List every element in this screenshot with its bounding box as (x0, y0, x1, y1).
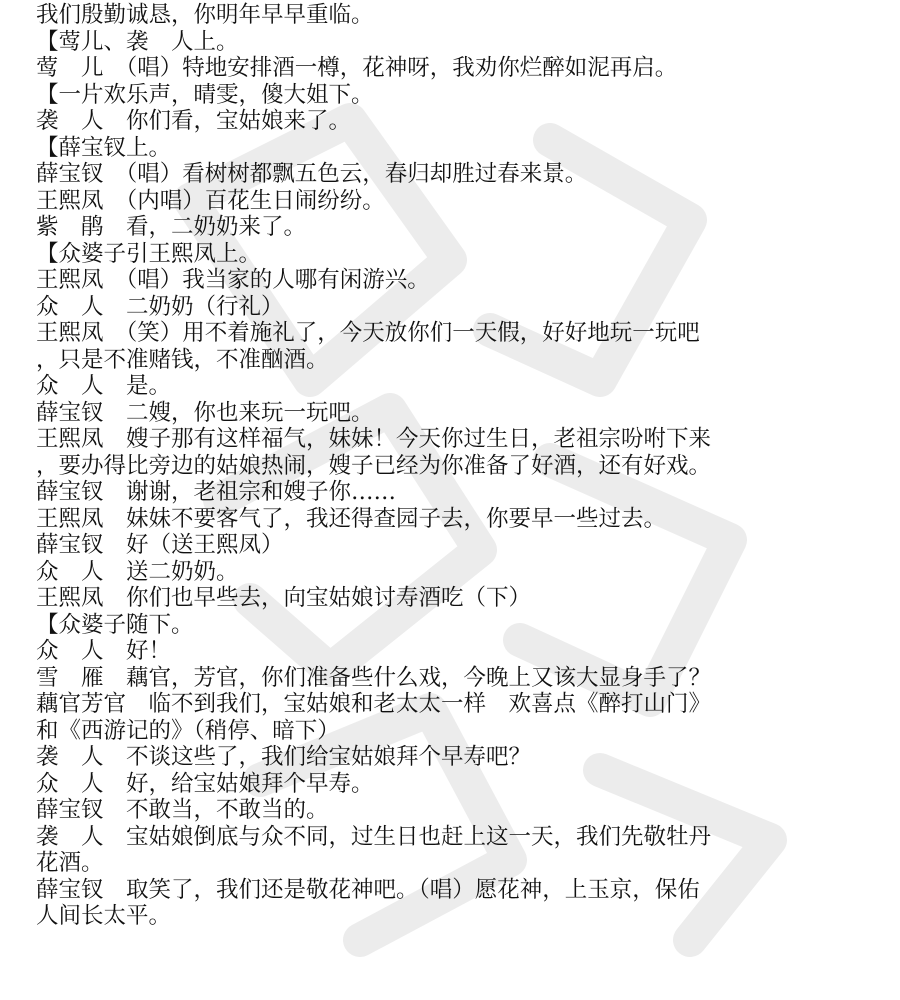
script-line: 藕官芳官 临不到我们，宝姑娘和老太太一样 欢喜点《醉打山门》 (36, 691, 712, 717)
script-line: 众 人 二奶奶（行礼） (36, 293, 284, 320)
script-line: 王熙凤 妹妹不要客气了，我还得查园子去，你要早一些过去。 (36, 505, 667, 532)
script-line: 众 人 是。 (36, 373, 172, 399)
script-line: 王熙凤 嫂子那有这样福气，妹妹！今天你过生日，老祖宗吩咐下来 (36, 426, 712, 452)
script-line: 王熙凤 你们也早些去，向宝姑娘讨寿酒吃（下） (36, 585, 532, 611)
script-line: 【薛宝钗上。 (36, 134, 172, 161)
script-line: 袭 人 宝姑娘倒底与众不同，过生日也赶上这一天，我们先敬牡丹 (36, 823, 712, 850)
script-line: 【一片欢乐声，晴雯，傻大姐下。 (36, 81, 374, 108)
script-line: 薛宝钗 好（送王熙凤） (36, 532, 284, 558)
script-line: 众 人 好，给宝姑娘拜个早寿。 (36, 770, 374, 797)
script-line: 紫 鹃 看，二奶奶来了。 (36, 214, 307, 240)
script-line: 花酒。 (36, 850, 104, 876)
script-line: 薛宝钗 二嫂，你也来玩一玩吧。 (36, 399, 374, 426)
script-line: 薛宝钗 （唱）看树树都飘五色云，春归却胜过春来景。 (36, 161, 588, 187)
script-line: 人间长太平。 (36, 903, 172, 929)
script-line: 莺 儿 （唱）特地安排酒一樽，花神呀，我劝你烂醉如泥再启。 (36, 55, 678, 81)
script-line: ，要办得比旁边的姑娘热闹，嫂子已经为你准备了好酒，还有好戏。 (36, 452, 712, 479)
script-line: 薛宝钗 不敢当，不敢当的。 (36, 797, 329, 823)
script-line: ，只是不准赌钱，不准酗酒。 (36, 346, 329, 373)
script-line: 薛宝钗 谢谢，老祖宗和嫂子你…… (36, 479, 397, 505)
script-line: 众 人 送二奶奶。 (36, 558, 239, 585)
script-line: 我们殷勤诚恳，你明年早早重临。 (36, 2, 374, 28)
script-line: 【众婆子引王熙凤上。 (36, 240, 262, 267)
script-line: 王熙凤 （唱）我当家的人哪有闲游兴。 (36, 267, 430, 293)
script-line: 王熙凤 （笑）用不着施礼了，今天放你们一天假，好好地玩一玩吧 (36, 320, 700, 346)
script-line: 【众婆子随下。 (36, 611, 194, 638)
script-line: 和《西游记的》（稍停、暗下） (36, 717, 340, 744)
script-line: 王熙凤 （内唱）百花生日闹纷纷。 (36, 187, 385, 214)
script-text (36, 2, 884, 930)
script-line: 薛宝钗 取笑了，我们还是敬花神吧。（唱）愿花神，上玉京，保佑 (36, 876, 700, 903)
script-line: 袭 人 你们看，宝姑娘来了。 (36, 108, 352, 134)
script-line: 众 人 好！ (36, 638, 172, 664)
script-line: 【莺儿、袭 人上。 (36, 28, 239, 55)
script-line: 袭 人 不谈这些了，我们给宝姑娘拜个早寿吧？ (36, 744, 532, 770)
script-line: 雪 雁 藕官，芳官，你们准备些什么戏，今晚上又该大显身手了？ (36, 664, 712, 691)
